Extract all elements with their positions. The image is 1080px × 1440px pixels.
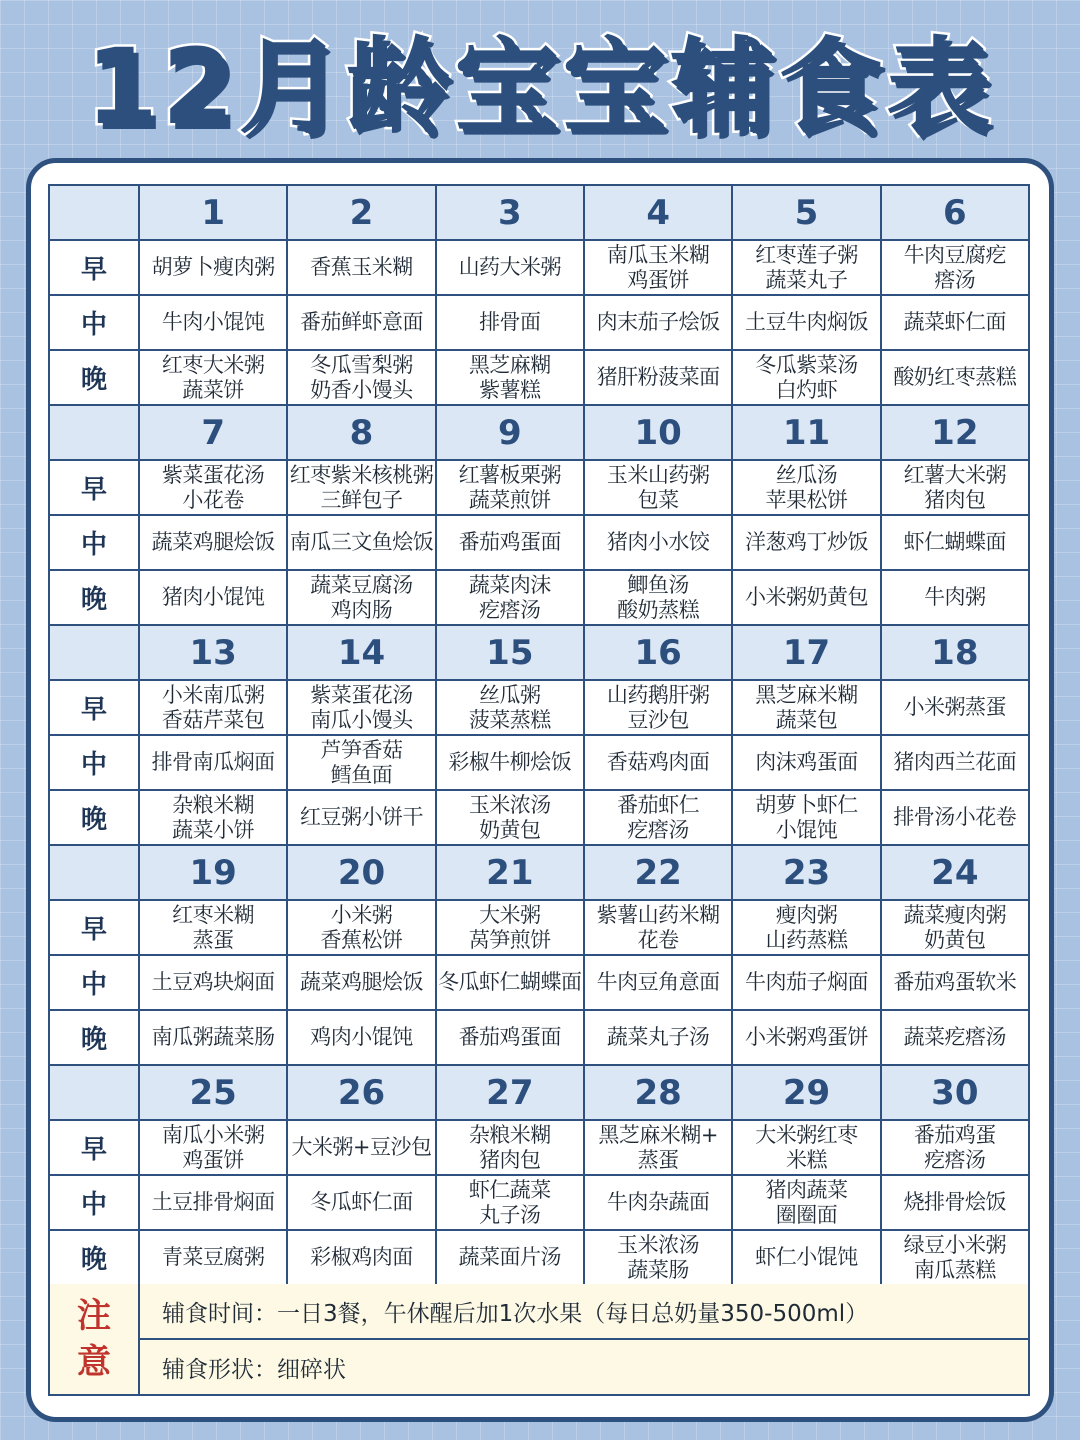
meal-lunch-cell: 彩椒牛柳烩饭	[437, 736, 585, 791]
meal-breakfast-cell: 玉米山药粥 包菜	[585, 461, 733, 516]
meal-lunch-cell: 土豆排骨焖面	[140, 1176, 288, 1231]
meal-breakfast-cell: 红枣紫米核桃粥 三鲜包子	[288, 461, 436, 516]
meal-breakfast-cell: 红枣莲子粥 蔬菜丸子	[733, 241, 881, 296]
meal-dinner-cell: 鲫鱼汤 酸奶蒸糕	[585, 571, 733, 626]
meal-dinner-cell: 绿豆小米粥 南瓜蒸糕	[882, 1231, 1030, 1286]
meal-dinner-cell: 黑芝麻糊 紫薯糕	[437, 351, 585, 406]
meal-dinner-cell: 杂粮米糊 蔬菜小饼	[140, 791, 288, 846]
meal-lunch-cell: 土豆牛肉焖饭	[733, 296, 881, 351]
meal-lunch-cell: 牛肉茄子焖面	[733, 956, 881, 1011]
meal-dinner-cell: 南瓜粥蔬菜肠	[140, 1011, 288, 1066]
meal-lunch-cell: 洋葱鸡丁炒饭	[733, 516, 881, 571]
meal-breakfast-cell: 南瓜玉米糊 鸡蛋饼	[585, 241, 733, 296]
day-number: 5	[733, 186, 881, 241]
meal-breakfast-cell: 丝瓜汤 苹果松饼	[733, 461, 881, 516]
day-number: 29	[733, 1066, 881, 1121]
meal-lunch-cell: 烧排骨烩饭	[882, 1176, 1030, 1231]
meal-dinner-cell: 蔬菜豆腐汤 鸡肉肠	[288, 571, 436, 626]
meal-breakfast-cell: 大米粥+豆沙包	[288, 1121, 436, 1176]
day-number: 18	[882, 626, 1030, 681]
meal-lunch-cell: 番茄鸡蛋面	[437, 516, 585, 571]
day-number: 30	[882, 1066, 1030, 1121]
header-corner	[50, 626, 140, 681]
meal-breakfast-cell: 蔬菜瘦肉粥 奶黄包	[882, 901, 1030, 956]
meal-dinner-cell: 彩椒鸡肉面	[288, 1231, 436, 1286]
day-number: 24	[882, 846, 1030, 901]
meal-breakfast-label: 早	[50, 681, 140, 736]
day-number: 8	[288, 406, 436, 461]
meal-lunch-cell: 牛肉杂蔬面	[585, 1176, 733, 1231]
meal-lunch-cell: 虾仁蝴蝶面	[882, 516, 1030, 571]
notes-section	[48, 1284, 1030, 1396]
meal-breakfast-label: 早	[50, 461, 140, 516]
meal-lunch-cell: 冬瓜虾仁蝴蝶面	[437, 956, 585, 1011]
meal-dinner-cell: 红豆粥小饼干	[288, 791, 436, 846]
meal-breakfast-cell: 大米粥 莴笋煎饼	[437, 901, 585, 956]
meal-breakfast-cell: 紫菜蛋花汤 小花卷	[140, 461, 288, 516]
meal-lunch-label: 中	[50, 1176, 140, 1231]
meal-breakfast-label: 早	[50, 241, 140, 296]
meal-lunch-label: 中	[50, 736, 140, 791]
day-number: 22	[585, 846, 733, 901]
day-number: 12	[882, 406, 1030, 461]
meal-breakfast-label: 早	[50, 901, 140, 956]
meal-breakfast-cell: 小米南瓜粥 香菇芹菜包	[140, 681, 288, 736]
day-number: 20	[288, 846, 436, 901]
meal-breakfast-cell: 胡萝卜瘦肉粥	[140, 241, 288, 296]
meal-breakfast-cell: 瘦肉粥 山药蒸糕	[733, 901, 881, 956]
meal-dinner-cell: 蔬菜面片汤	[437, 1231, 585, 1286]
day-number: 7	[140, 406, 288, 461]
meal-breakfast-cell: 红薯板栗粥 蔬菜煎饼	[437, 461, 585, 516]
meal-dinner-cell: 冬瓜紫菜汤 白灼虾	[733, 351, 881, 406]
meal-breakfast-label: 早	[50, 1121, 140, 1176]
meal-dinner-cell: 番茄虾仁 疙瘩汤	[585, 791, 733, 846]
meal-dinner-cell: 蔬菜肉沫 疙瘩汤	[437, 571, 585, 626]
meal-lunch-label: 中	[50, 516, 140, 571]
meal-lunch-cell: 肉末茄子烩饭	[585, 296, 733, 351]
header-corner	[50, 1066, 140, 1121]
meal-lunch-label: 中	[50, 956, 140, 1011]
meal-breakfast-cell: 山药大米粥	[437, 241, 585, 296]
meal-lunch-cell: 虾仁蔬菜 丸子汤	[437, 1176, 585, 1231]
day-number: 15	[437, 626, 585, 681]
meal-dinner-label: 晚	[50, 351, 140, 406]
day-number: 3	[437, 186, 585, 241]
meal-lunch-cell: 牛肉小馄饨	[140, 296, 288, 351]
page-title: 12月龄宝宝辅食表	[85, 26, 995, 148]
meal-dinner-label: 晚	[50, 1231, 140, 1286]
meal-lunch-cell: 肉沫鸡蛋面	[733, 736, 881, 791]
day-number: 2	[288, 186, 436, 241]
header-corner	[50, 186, 140, 241]
meal-breakfast-cell: 南瓜小米粥 鸡蛋饼	[140, 1121, 288, 1176]
meal-lunch-cell: 南瓜三文鱼烩饭	[288, 516, 436, 571]
meal-dinner-label: 晚	[50, 1011, 140, 1066]
meal-lunch-cell: 蔬菜鸡腿烩饭	[288, 956, 436, 1011]
meal-lunch-cell: 蔬菜鸡腿烩饭	[140, 516, 288, 571]
notes-label	[50, 1284, 140, 1396]
meal-breakfast-cell: 番茄鸡蛋 疙瘩汤	[882, 1121, 1030, 1176]
day-number: 27	[437, 1066, 585, 1121]
meal-lunch-cell: 芦笋香菇 鳕鱼面	[288, 736, 436, 791]
day-number: 25	[140, 1066, 288, 1121]
meal-table	[48, 184, 1030, 1284]
meal-dinner-cell: 小米粥奶黄包	[733, 571, 881, 626]
meal-breakfast-cell: 丝瓜粥 菠菜蒸糕	[437, 681, 585, 736]
meal-dinner-cell: 青菜豆腐粥	[140, 1231, 288, 1286]
meal-breakfast-cell: 紫薯山药米糊 花卷	[585, 901, 733, 956]
meal-lunch-cell: 土豆鸡块焖面	[140, 956, 288, 1011]
notes-label-top: 注	[77, 1296, 111, 1336]
day-number: 1	[140, 186, 288, 241]
day-number: 14	[288, 626, 436, 681]
meal-lunch-cell: 蔬菜虾仁面	[882, 296, 1030, 351]
meal-dinner-cell: 冬瓜雪梨粥 奶香小馒头	[288, 351, 436, 406]
meal-breakfast-cell: 山药鹅肝粥 豆沙包	[585, 681, 733, 736]
header-corner	[50, 846, 140, 901]
meal-lunch-cell: 冬瓜虾仁面	[288, 1176, 436, 1231]
meal-breakfast-cell: 黑芝麻米糊+ 蒸蛋	[585, 1121, 733, 1176]
meal-dinner-cell: 番茄鸡蛋面	[437, 1011, 585, 1066]
meal-dinner-label: 晚	[50, 571, 140, 626]
day-number: 9	[437, 406, 585, 461]
meal-lunch-cell: 猪肉西兰花面	[882, 736, 1030, 791]
day-number: 19	[140, 846, 288, 901]
meal-dinner-cell: 红枣大米粥 蔬菜饼	[140, 351, 288, 406]
meal-dinner-cell: 小米粥鸡蛋饼	[733, 1011, 881, 1066]
meal-breakfast-cell: 香蕉玉米糊	[288, 241, 436, 296]
meal-dinner-cell: 排骨汤小花卷	[882, 791, 1030, 846]
meal-breakfast-cell: 红薯大米粥 猪肉包	[882, 461, 1030, 516]
meal-breakfast-cell: 紫菜蛋花汤 南瓜小馒头	[288, 681, 436, 736]
meal-dinner-cell: 猪肝粉菠菜面	[585, 351, 733, 406]
header-corner	[50, 406, 140, 461]
day-number: 4	[585, 186, 733, 241]
meal-breakfast-cell: 红枣米糊 蒸蛋	[140, 901, 288, 956]
meal-lunch-cell: 番茄鸡蛋软米	[882, 956, 1030, 1011]
day-number: 17	[733, 626, 881, 681]
meal-lunch-cell: 番茄鲜虾意面	[288, 296, 436, 351]
day-number: 16	[585, 626, 733, 681]
meal-dinner-cell: 蔬菜丸子汤	[585, 1011, 733, 1066]
note-food-texture: 辅食形状：细碎状	[140, 1340, 1030, 1396]
meal-dinner-cell: 胡萝卜虾仁 小馄饨	[733, 791, 881, 846]
meal-lunch-cell: 猪肉小水饺	[585, 516, 733, 571]
meal-breakfast-cell: 杂粮米糊 猪肉包	[437, 1121, 585, 1176]
meal-lunch-label: 中	[50, 296, 140, 351]
meal-lunch-cell: 猪肉蔬菜 圈圈面	[733, 1176, 881, 1231]
meal-dinner-cell: 玉米浓汤 蔬菜肠	[585, 1231, 733, 1286]
meal-breakfast-cell: 小米粥蒸蛋	[882, 681, 1030, 736]
meal-lunch-cell: 牛肉豆角意面	[585, 956, 733, 1011]
meal-dinner-cell: 猪肉小馄饨	[140, 571, 288, 626]
meal-dinner-cell: 虾仁小馄饨	[733, 1231, 881, 1286]
day-number: 21	[437, 846, 585, 901]
notes-label-bottom: 意	[77, 1342, 111, 1382]
meal-breakfast-cell: 黑芝麻米糊 蔬菜包	[733, 681, 881, 736]
day-number: 23	[733, 846, 881, 901]
meal-dinner-cell: 牛肉粥	[882, 571, 1030, 626]
meal-lunch-cell: 排骨面	[437, 296, 585, 351]
day-number: 6	[882, 186, 1030, 241]
meal-dinner-cell: 玉米浓汤 奶黄包	[437, 791, 585, 846]
meal-breakfast-cell: 牛肉豆腐疙 瘩汤	[882, 241, 1030, 296]
meal-dinner-cell: 酸奶红枣蒸糕	[882, 351, 1030, 406]
day-number: 13	[140, 626, 288, 681]
meal-breakfast-cell: 小米粥 香蕉松饼	[288, 901, 436, 956]
meal-dinner-cell: 鸡肉小馄饨	[288, 1011, 436, 1066]
day-number: 28	[585, 1066, 733, 1121]
meal-dinner-label: 晚	[50, 791, 140, 846]
meal-lunch-cell: 香菇鸡肉面	[585, 736, 733, 791]
day-number: 26	[288, 1066, 436, 1121]
day-number: 11	[733, 406, 881, 461]
note-feeding-time: 辅食时间：一日3餐，午休醒后加1次水果（每日总奶量350-500ml）	[140, 1284, 1030, 1340]
day-number: 10	[585, 406, 733, 461]
meal-breakfast-cell: 大米粥红枣 米糕	[733, 1121, 881, 1176]
meal-lunch-cell: 排骨南瓜焖面	[140, 736, 288, 791]
meal-dinner-cell: 蔬菜疙瘩汤	[882, 1011, 1030, 1066]
